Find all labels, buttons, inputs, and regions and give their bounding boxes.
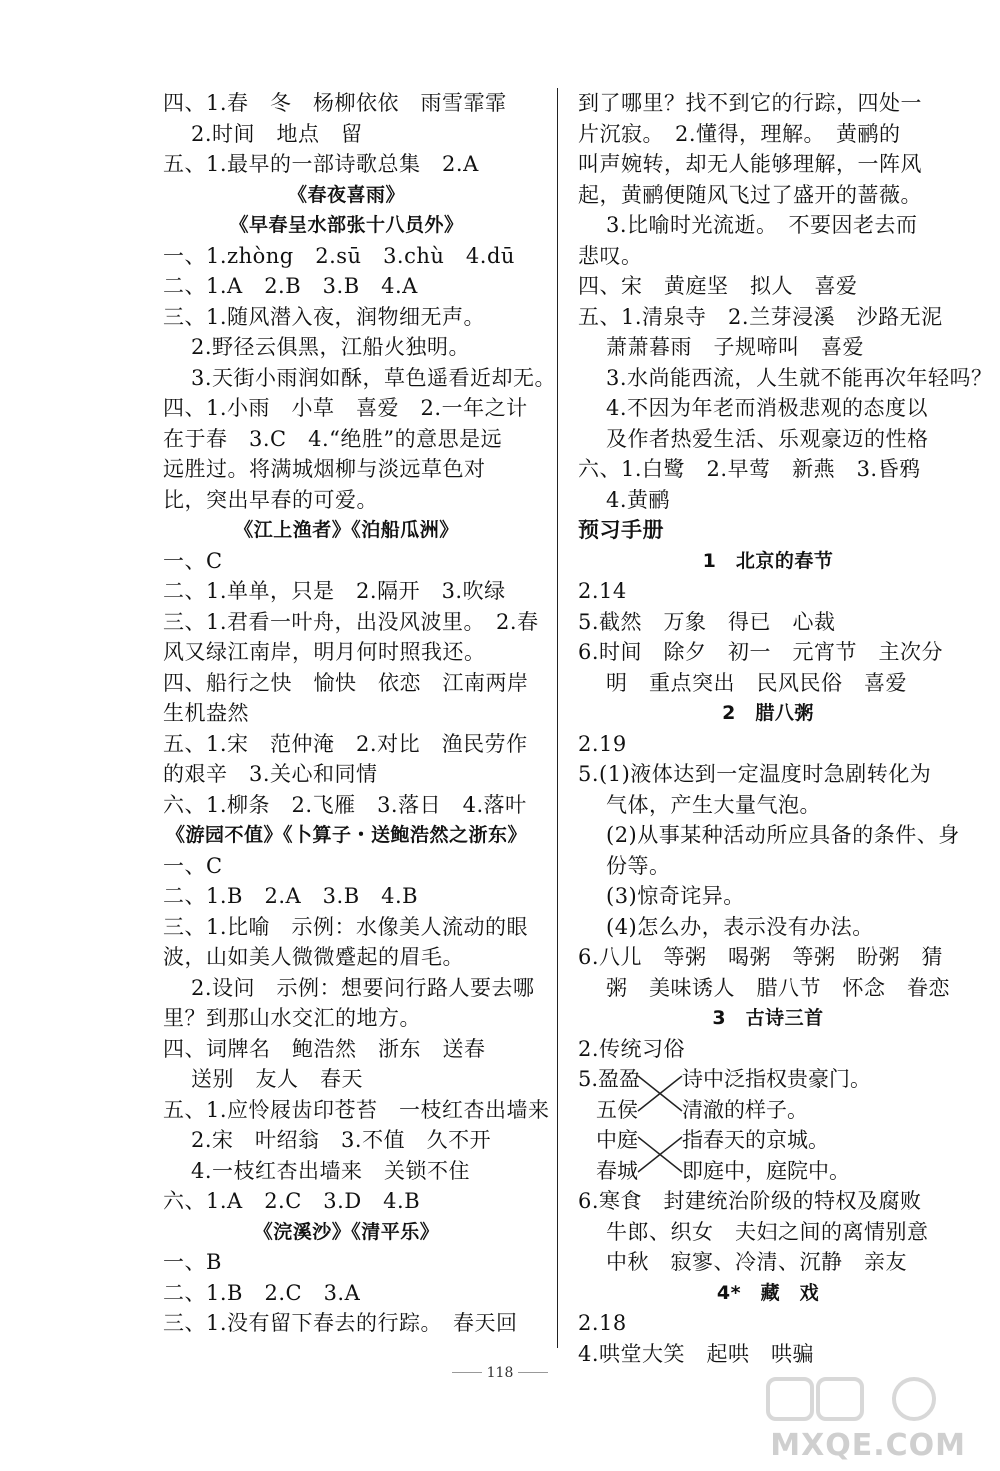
answer-line: 到了哪里？找不到它的行踪，四处一 — [578, 91, 922, 115]
chapter-heading: 预习手册 — [578, 518, 664, 542]
answer-line: 中秋 寂寥、冷清、沉静 亲友 — [606, 1250, 907, 1274]
answer-line: 一、C — [163, 853, 223, 878]
answer-line: 四、词牌名 鲍浩然 浙东 送春 — [163, 1036, 486, 1061]
answer-line: 一、1.zhòng 2.sū 3.chù 4.dū — [163, 243, 515, 268]
answer-line: 六、1.柳条 2.飞雁 3.落日 4.落叶 — [163, 792, 527, 817]
page-number: 118 — [486, 1365, 514, 1381]
right-column — [578, 88, 993, 1369]
answer-line: (2)从事某种活动所应具备的条件、身 — [606, 823, 960, 847]
answer-line: 五、1.清泉寺 2.兰芽浸溪 沙路无泥 — [578, 304, 943, 329]
answer-line: 三、1.君看一叶舟，出没风波里。 2.春 — [163, 609, 539, 634]
answer-line: 4.不因为年老而消极悲观的态度以 — [606, 396, 929, 420]
section-heading: 《早春呈水部张十八员外》 — [229, 214, 464, 236]
answer-line: 气体，产生大量气泡。 — [606, 792, 821, 817]
answer-line: (4)怎么办，表示没有办法。 — [606, 914, 874, 939]
matching-left-term: 5.盈盈 — [578, 1067, 641, 1091]
matching-row — [578, 1156, 958, 1187]
section-heading: 2 腊八粥 — [722, 702, 814, 724]
answer-line: 萧萧暮雨 子规啼叫 喜爱 — [606, 335, 864, 359]
answer-line: 一、B — [163, 1250, 222, 1274]
answer-line: 五、1.最早的一部诗歌总集 2.A — [163, 152, 479, 176]
section-heading: 《春夜喜雨》 — [287, 183, 405, 206]
answer-line: 二、1.B 2.C 3.A — [163, 1280, 361, 1305]
answer-line: 二、1.B 2.A 3.B 4.B — [163, 884, 419, 908]
answer-line: 的艰辛 3.关心和同情 — [163, 762, 378, 786]
answer-line: 四、宋 黄庭坚 拟人 喜爱 — [578, 274, 858, 298]
answer-line: 三、1.没有留下春去的行踪。 春天回 — [163, 1311, 518, 1335]
answer-line: 明 重点突出 民风民俗 喜爱 — [606, 670, 907, 695]
matching-right-definition: 即庭中，庭院中。 — [682, 1158, 850, 1183]
answer-line: 五、1.宋 范仲淹 2.对比 渔民劳作 — [163, 731, 528, 756]
answer-line: 五、1.应怜屐齿印苍苔 一枝红杏出墙来 — [163, 1097, 550, 1122]
answer-line: 2.设问 示例：想要问行路人要去哪 — [191, 975, 535, 1000]
answer-line: 5.截然 万象 得已 心裁 — [578, 609, 836, 634]
answer-line: 及作者热爱生活、乐观豪迈的性格 — [606, 426, 929, 451]
answer-line: 6.寒食 封建统治阶级的特权及腐败 — [578, 1189, 922, 1213]
answer-line: 3.比喻时光流逝。 不要因老去而 — [606, 213, 918, 237]
answer-line: 5.(1)液体达到一定温度时急剧转化为 — [578, 762, 932, 786]
answer-line: 牛郎、织女 夫妇之间的离情别意 — [606, 1219, 929, 1244]
answer-line: 二、1.单单，只是 2.隔开 3.吹绿 — [163, 579, 506, 603]
section-heading: 《游园不值》《卜算子・送鲍浩然之浙东》 — [165, 824, 527, 846]
answer-line: 里？到那山水交汇的地方。 — [163, 1006, 421, 1030]
right-top-block — [578, 88, 993, 1064]
watermark-logo-icon — [764, 1375, 964, 1423]
matching-left-term: 中庭 — [596, 1128, 638, 1152]
answer-line: 远胜过。将满城烟柳与淡远草色对 — [163, 457, 486, 481]
matching-row — [578, 1125, 958, 1156]
answer-line: 风又绿江南岸，明月何时照我还。 — [163, 640, 486, 664]
answer-line: 4.哄堂大笑 起哄 哄骗 — [578, 1341, 815, 1366]
answer-line: 2.时间 地点 留 — [191, 121, 363, 146]
answer-line: 起，黄鹂便随风飞过了盛开的蔷薇。 — [578, 182, 922, 207]
answer-line: 4.一枝红杏出墙来 关锁不住 — [191, 1158, 471, 1183]
answer-line: 6.时间 除夕 初一 元宵节 主次分 — [578, 640, 944, 664]
answer-line: 叫声婉转，却无人能够理解，一阵风 — [578, 152, 922, 176]
matching-row — [578, 1064, 958, 1095]
page-number-ornament-right — [518, 1372, 548, 1373]
matching-exercise — [578, 1064, 958, 1186]
matching-right-definition: 清澈的样子。 — [682, 1097, 808, 1122]
answer-line: 六、1.A 2.C 3.D 4.B — [163, 1189, 421, 1213]
answer-line: 3.水尚能西流，人生就不能再次年轻吗？ — [606, 365, 993, 390]
answer-line: 四、船行之快 愉快 依恋 江南两岸 — [163, 670, 529, 695]
section-heading: 4* 藏 戏 — [716, 1281, 820, 1304]
answer-line: 四、1.春 冬 杨柳依依 雨雪霏霏 — [163, 91, 507, 115]
answer-line: 6.八儿 等粥 喝粥 等粥 盼粥 猜 — [578, 945, 944, 969]
answer-line: (3)惊奇诧异。 — [606, 884, 745, 908]
answer-line: 一、C — [163, 548, 223, 573]
section-heading: 1 北京的春节 — [702, 549, 834, 572]
answer-line: 份等。 — [606, 853, 671, 878]
right-bottom-block — [578, 1186, 958, 1369]
answer-line: 2.宋 叶绍翁 3.不值 久不开 — [191, 1128, 492, 1152]
answer-line: 悲叹。 — [578, 243, 643, 268]
answer-line: 3.天街小雨润如酥，草色遥看近却无。 — [191, 365, 557, 390]
section-heading: 《江上渔者》《泊船瓜洲》 — [234, 519, 459, 541]
answer-line: 比，突出早春的可爱。 — [163, 487, 378, 512]
answer-line: 送别 友人 春天 — [191, 1067, 363, 1091]
answer-line: 粥 美味诱人 腊八节 怀念 眷恋 — [606, 975, 950, 1000]
answer-line: 三、1.比喻 示例：水像美人流动的眼 — [163, 914, 529, 939]
answer-line: 2.14 — [578, 579, 627, 603]
matching-right-definition: 诗中泛指权贵豪门。 — [682, 1067, 871, 1091]
matching-row — [578, 1095, 958, 1126]
answer-line: 在于春 3.C 4.“绝胜”的意思是远 — [163, 426, 503, 451]
column-divider — [557, 88, 558, 1348]
answer-line: 2.19 — [578, 731, 627, 756]
section-heading: 3 古诗三首 — [712, 1007, 824, 1029]
answer-line: 生机盎然 — [163, 701, 249, 725]
answer-line: 波，山如美人微微蹙起的眉毛。 — [163, 945, 464, 969]
answer-line: 2.传统习俗 — [578, 1036, 686, 1061]
matching-left-term: 五侯 — [596, 1097, 638, 1122]
watermark-text: MXQE.COM — [770, 1428, 966, 1463]
matching-left-term: 春城 — [596, 1158, 638, 1183]
answer-line: 二、1.A 2.B 3.B 4.A — [163, 274, 418, 298]
answer-line: 片沉寂。 2.懂得，理解。 黄鹂的 — [578, 121, 901, 146]
answer-line: 2.18 — [578, 1311, 627, 1335]
answer-line: 三、1.随风潜入夜，润物细无声。 — [163, 304, 486, 329]
answer-line: 4.黄鹂 — [606, 487, 671, 512]
matching-right-definition: 指春天的京城。 — [682, 1128, 829, 1152]
left-column — [163, 88, 557, 1339]
answer-line: 2.野径云俱黑，江船火独明。 — [191, 335, 471, 359]
answer-line: 四、1.小雨 小草 喜爱 2.一年之计 — [163, 396, 528, 420]
section-heading: 《浣溪沙》《清平乐》 — [253, 1220, 440, 1243]
answer-line: 六、1.白鹭 2.早莺 新燕 3.昏鸦 — [578, 457, 921, 481]
